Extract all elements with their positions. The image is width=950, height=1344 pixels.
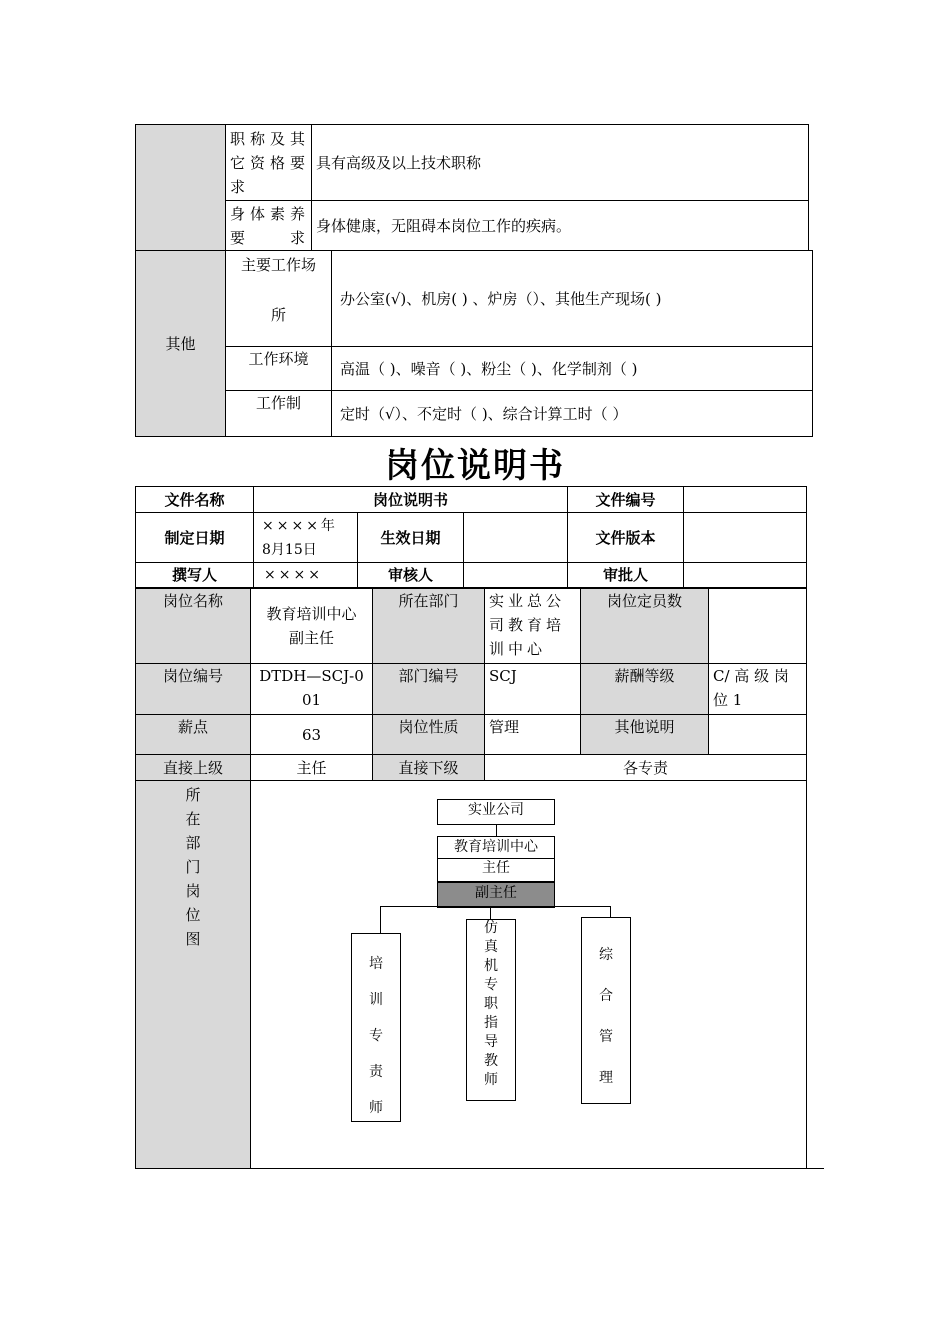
post-code-value: DTDH—SCJ-001 [251,664,373,715]
superior-value: 主任 [251,755,373,781]
reviewer-value [464,563,568,588]
child-char: 职 [484,996,498,1012]
file-name-value: 岗位说明书 [254,487,568,513]
page-rule [806,1168,824,1169]
child-char: 师 [484,1072,498,1088]
child-char: 综 [599,947,613,963]
chart-label-char: 岗 [185,882,201,900]
post-code-label: 岗位编号 [136,664,251,715]
chart-label-char: 位 [185,906,201,924]
child-char: 导 [484,1034,498,1050]
salary-grade-value: C/ 高 级 岗位 1 [709,664,807,715]
file-no-value [684,487,807,513]
writer-value: ×××× [254,563,358,588]
child-char: 教 [484,1053,498,1069]
workplace-label-line1: 主要工作场 [240,256,316,274]
physical-label: 身体素养要求 [226,201,312,251]
gray-side-cell [136,125,226,251]
child-text-simulator [466,919,516,1090]
subordinate-value: 各专责 [485,755,807,781]
connector [380,906,610,907]
deputy-box: 副主任 [437,882,555,908]
post-name-value: 教育培训中心副主任 [251,589,373,664]
qualification-value: 具有高级及以上技术职称 [312,125,809,201]
document-header-table [135,486,807,588]
workplace-value: 办公室(√)、机房( ) 、炉房（）、其他生产现场( ) [332,251,813,347]
dept-code-value: SCJ [485,664,581,715]
connector [380,906,381,934]
environment-value: 高温（ )、噪音（ )、粉尘（ )、化学制剂（ ) [332,347,813,391]
qualification-label: 职称及其它资格要求 [226,125,312,201]
child-char: 真 [484,939,498,955]
version-label: 文件版本 [568,513,684,563]
workplace-label [226,251,332,347]
made-date-value [254,513,358,563]
connector [490,906,491,920]
child-text-general [581,935,631,1099]
chart-label-char: 所 [185,786,201,804]
chart-label-char: 门 [185,858,201,876]
pay-point-label: 薪点 [136,715,251,755]
child-char: 机 [484,958,498,974]
effective-date-value [464,513,568,563]
physical-value: 身体健康，无阻碍本岗位工作的疾病。 [312,201,809,251]
child-char: 责 [369,1064,383,1080]
made-date-year: ××××年 [262,517,338,534]
work-system-label: 工作制 [226,391,332,437]
salary-grade-label: 薪酬等级 [581,664,709,715]
made-date-day: 8月15日 [262,541,317,558]
other-section-label: 其他 [136,251,226,437]
environment-label: 工作环境 [226,347,332,391]
chart-label-char: 图 [185,930,201,948]
approver-label: 审批人 [568,563,684,588]
org-chart-label [136,781,251,1169]
nature-label: 岗位性质 [373,715,485,755]
other-table [135,250,813,437]
child-char: 管 [599,1029,613,1045]
post-name-label: 岗位名称 [136,589,251,664]
child-text-training [351,946,401,1126]
child-char: 指 [484,1015,498,1031]
effective-date-label: 生效日期 [358,513,464,563]
dept-code-label: 部门编号 [373,664,485,715]
subordinate-label: 直接下级 [373,755,485,781]
reviewer-label: 审核人 [358,563,464,588]
file-no-label: 文件编号 [568,487,684,513]
center-box: 教育培训中心 [437,836,555,860]
page-title: 岗位说明书 [385,446,565,486]
work-system-value: 定时（√）、不定时（ )、综合计算工时（ ） [332,391,813,437]
chart-label-char: 在 [185,810,201,828]
root-box: 实业公司 [437,799,555,825]
other-desc-label: 其他说明 [581,715,709,755]
qualification-table [135,124,809,251]
workplace-label-line2: 所 [270,306,286,324]
dept-label: 所在部门 [373,589,485,664]
child-char: 仿 [484,920,498,936]
file-name-label: 文件名称 [136,487,254,513]
made-date-label: 制定日期 [136,513,254,563]
child-char: 专 [369,1028,383,1044]
approver-value [684,563,807,588]
child-char: 培 [369,956,383,972]
child-char: 合 [599,988,613,1004]
director-box: 主任 [437,858,555,882]
child-char: 师 [369,1100,383,1116]
child-char: 训 [369,992,383,1008]
chart-label-char: 部 [185,834,201,852]
nature-value: 管理 [485,715,581,755]
dept-value: 实业总公司教育培训中心 [485,589,581,664]
pay-point-value: 63 [251,715,373,755]
other-desc-value [709,715,807,755]
child-char: 专 [484,977,498,993]
headcount-label: 岗位定员数 [581,589,709,664]
superior-label: 直接上级 [136,755,251,781]
version-value [684,513,807,563]
child-char: 理 [599,1070,613,1086]
headcount-value [709,589,807,664]
writer-label: 撰写人 [136,563,254,588]
